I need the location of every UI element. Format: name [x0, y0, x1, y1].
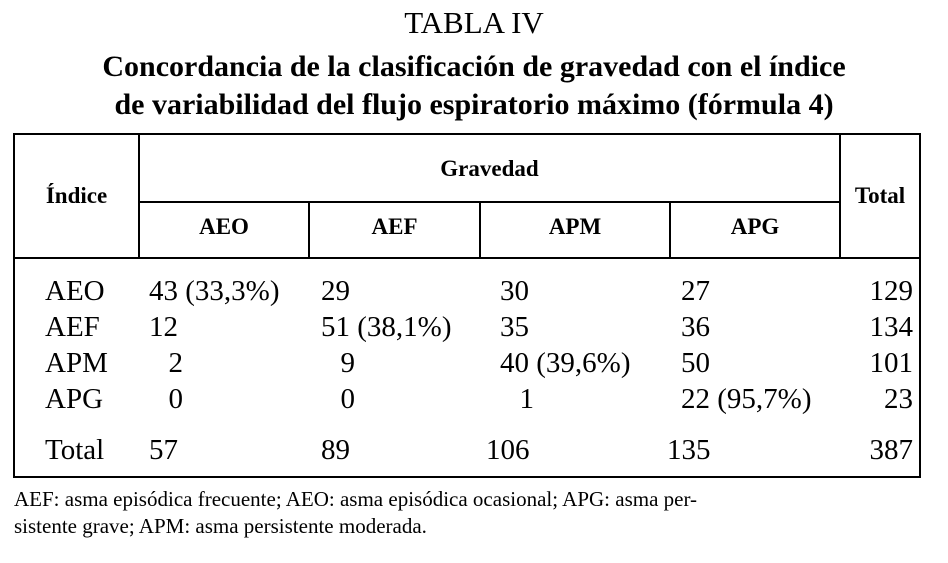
caption-line-1: Concordancia de la clasificación de gravedad con el índice: [102, 50, 846, 83]
header-total: Total: [854, 183, 906, 208]
divider-gravedad: [138, 201, 841, 203]
cell-apm-aeo: 2: [168, 347, 183, 379]
row-label-total: Total: [45, 434, 105, 466]
cell-aef-aeo: 12: [149, 311, 178, 343]
caption-line-2: de variabilidad del flujo espiratorio máximo (fórmula 4): [114, 88, 834, 121]
grand-total: 387: [869, 434, 913, 466]
table-number: TABLA IV: [404, 5, 544, 40]
cell-aef-apg: 36: [681, 311, 710, 343]
cell-aef-aef: 51 (38,1%): [321, 311, 452, 343]
cell-apg-apm: 1: [519, 383, 534, 415]
cell-apg-aef: 0: [340, 383, 355, 415]
header-col-aef: AEF: [371, 214, 418, 239]
table-footnote: [14, 486, 934, 540]
header-col-aeo: AEO: [199, 214, 249, 239]
header-rule: [15, 257, 919, 259]
cell-aeo-total: 129: [869, 275, 913, 307]
cell-aeo-aef: 29: [321, 275, 350, 307]
cell-aef-total: 134: [869, 311, 913, 343]
total-apm: 106: [486, 434, 530, 466]
cell-apm-apg: 50: [681, 347, 710, 379]
header-gravedad: Gravedad: [440, 156, 539, 181]
cell-aef-apm: 35: [500, 311, 529, 343]
row-label-aef: AEF: [45, 311, 100, 343]
cell-aeo-apm: 30: [500, 275, 529, 307]
footnote-line-2: sistente grave; APM: asma persistente moderada.: [14, 514, 427, 538]
total-aeo: 57: [149, 434, 178, 466]
cell-apg-apg: 22 (95,7%): [681, 383, 812, 415]
cell-apm-aef: 9: [340, 347, 355, 379]
cell-apg-aeo: 0: [168, 383, 183, 415]
row-label-aeo: AEO: [45, 275, 105, 307]
total-apg: 135: [667, 434, 711, 466]
table-frame: [13, 133, 921, 478]
cell-apm-apm: 40 (39,6%): [500, 347, 631, 379]
header-col-apg: APG: [730, 214, 780, 239]
row-label-apm: APM: [45, 347, 108, 379]
footnote-line-1: AEF: asma episódica frecuente; AEO: asma episódica ocasional; APG: asma per-: [14, 487, 698, 511]
cell-aeo-aeo: 43 (33,3%): [149, 275, 280, 307]
header-index: Índice: [45, 183, 108, 208]
table-caption: [0, 48, 948, 124]
header-col-apm: APM: [548, 214, 602, 239]
row-label-apg: APG: [45, 383, 104, 415]
cell-apm-total: 101: [869, 347, 913, 379]
cell-apg-total: 23: [884, 383, 913, 415]
total-aef: 89: [321, 434, 350, 466]
cell-aeo-apg: 27: [681, 275, 710, 307]
